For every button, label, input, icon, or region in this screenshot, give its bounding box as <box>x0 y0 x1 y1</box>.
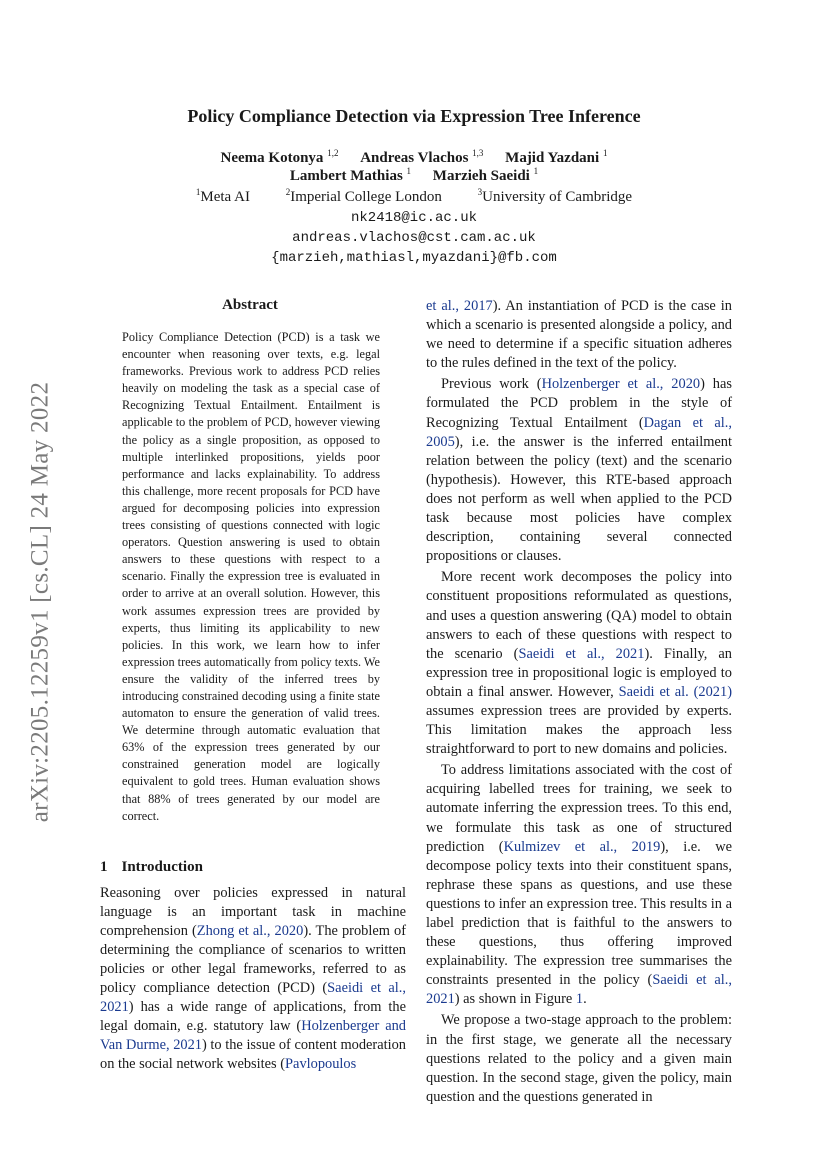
paragraph: To address limitations associated with the cost of acquiring labelled trees for training, we seek to automate inferring the expression trees. To this end, we formulate this task as one of structured prediction (Kulmizev et al., 2019), i.e. we decompose policy texts into their constituent spans, rephrase these spans as questions, and use these questions to infer an expression tree. This results in a label prediction that is faithful to the answers to these questions, thus offering improved explainability. The expression tree summarises the constraints presented in the policy (Saeidi et al., 2021) as shown in Figure 1. <box>426 762 732 1008</box>
citation-link[interactable]: et al., 2017 <box>426 298 493 314</box>
paragraph: We propose a two-stage approach to the problem: in the first stage, we generate all the necessary questions related to the policy and a given main question. In the second stage, given the policy, main question and the questions generated in <box>426 1012 732 1105</box>
arxiv-id: arXiv:2205.12259v1 [cs.CL] 24 May 2022 <box>26 381 54 823</box>
right-column <box>426 297 732 1109</box>
author-line-2 <box>0 166 828 185</box>
affiliation: $^2$Imperial College London <box>285 187 442 205</box>
abstract-body <box>122 329 380 825</box>
figure-link[interactable]: 1 <box>575 991 584 1008</box>
abstract-heading: Abstract <box>222 297 278 313</box>
paper-title: Policy Compliance Detection via Expression Tree Inference <box>187 106 641 126</box>
citation-link[interactable]: Kulmizev et al., 2019 <box>503 838 661 855</box>
arxiv-watermark <box>20 352 60 852</box>
email: andreas.vlachos@cst.cam.ac.uk <box>292 230 536 246</box>
author: Andreas Vlachos $^{1,3}$ <box>360 148 484 166</box>
section-number: 1 <box>100 859 108 875</box>
citation-link[interactable]: Saeidi et al., 2021 <box>518 645 645 662</box>
section-title: Introduction <box>121 859 203 875</box>
paragraph: Previous work (Holzenberger et al., 2020) has formulated the PCD problem in the style of Recognizing Textual Entailment (Dagan et al., 2005), i.e. the answer is the inferred entailment relation between the policy (text) and the scenario (hypothesis). However, this RTE-based approach does not perform as well when applied to the PCD task because most policies have complex description, containing several connected propositions or clauses. <box>426 376 732 565</box>
citation-link[interactable]: Saeidi et al. (2021) <box>618 683 732 700</box>
affiliation: $^3$University of Cambridge <box>477 187 633 205</box>
citation-link[interactable]: Pavlopoulos <box>285 1056 357 1072</box>
author: Marzieh Saeidi $^1$ <box>432 166 539 184</box>
paragraph: et al., 2017). An instantiation of PCD is the case in which a scenario is presented alongside a policy, and we need to determine if a specific situation adheres to the rules defined in the text of the policy. <box>426 298 732 372</box>
citation-link[interactable]: Saeidi et al., 2021 <box>100 980 406 1015</box>
paragraph: More recent work decomposes the policy into constituent propositions reformulated as questions, and uses a question answering (QA) model to obtain answers to each of these questions with respect to the scenario (Saeidi et al., 2021). Finally, an expression tree in propositional logic is employed to obtain a final answer. However, Saeidi et al. (2021) assumes expression trees are provided by experts. This limitation makes the approach less straightforward to port to new domains and policies. <box>426 569 733 758</box>
author-line-1 <box>0 148 828 167</box>
author: Lambert Mathias $^1$ <box>289 166 412 184</box>
author: Majid Yazdani $^1$ <box>505 148 608 166</box>
section-heading <box>100 859 203 876</box>
emails <box>0 208 828 268</box>
author: Neema Kotonya $^{1,2}$ <box>220 148 339 166</box>
affiliation: $^1$Meta AI <box>195 187 250 205</box>
citation-link[interactable]: Zhong et al., 2020 <box>196 923 304 939</box>
email: {marzieh,mathiasl,myazdani}@fb.com <box>271 250 557 266</box>
abstract-text: Policy Compliance Detection (PCD) is a task we encounter when reasoning over texts, e.g. legal frameworks. Previous work to address PCD relies heavily on modeling the task as a special case of Recognizing Textual Entailment. Entailment is applicable to the problem of PCD, however viewing the policy as a single proposition, as opposed to multiple interlinked propositions, yields poor performance and lacks explainability. To address this challenge, more recent proposals for PCD have argued for decomposing policies into expression trees consisting of questions connected with logic operators. Question answering is used to obtain answers to these questions with respect to a scenario. Finally the expression tree is evaluated in order to arrive at an overall solution. However, this work assumes expression trees are provided by experts, thus limiting its applicability to new policies. In this work, we learn how to infer expression trees automatically from policy texts. We ensure the validity of the inferred trees by introducing constrained decoding using a finite state automaton to ensure the generation of valid trees. We determine through automatic evaluation that 63% of the expression trees generated by our constrained generation model are logically equivalent to gold trees. Human evaluation shows that 88% of trees generated by our model are correct. <box>122 330 380 823</box>
citation-link[interactable]: Holzenberger and Van Durme, 2021 <box>100 1018 406 1053</box>
email: nk2418@ic.ac.uk <box>350 210 478 226</box>
citation-link[interactable]: Saeidi et al., 2021 <box>426 972 732 1008</box>
citation-link[interactable]: Dagan et al., 2005 <box>426 414 732 450</box>
citation-link[interactable]: Holzenberger et al., 2020 <box>541 376 701 393</box>
paragraph: Reasoning over policies expressed in natural language is an important task in machine comprehension (Zhong et al., 2020). The problem of determining the compliance of scenarios to written policies or other legal frameworks, referred to as policy compliance detection (PCD) (Saeidi et al., 2021) has a wide range of applications, from the legal domain, e.g. statutory law (Holzenberger and Van Durme, 2021) to the issue of content moderation on the social network websites (Pavlopoulos <box>100 885 406 1072</box>
affiliations <box>0 187 828 206</box>
intro-left-column <box>100 884 406 1074</box>
